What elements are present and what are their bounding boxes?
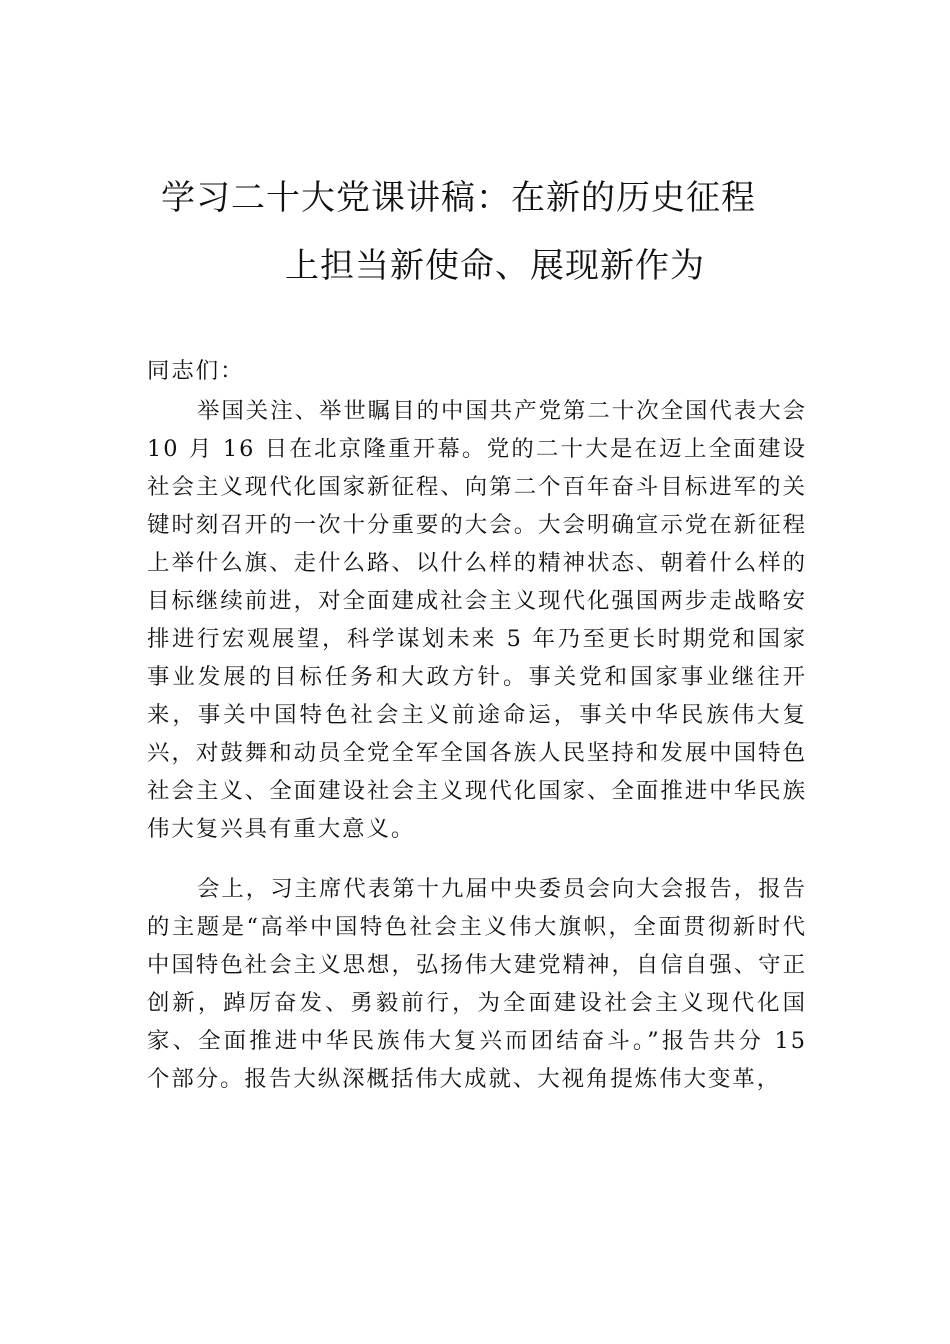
paragraph-1: 举国关注、举世瞩目的中国共产党第二十次全国代表大会 10 月 16 日在北京隆重开幕。党的二十大是在迈上全面建设社会主义现代化国家新征程、向第二个百年奋斗目标进军的关键时刻召开的一次十分重要的大会。大会明确宣示党在新征程上举什么旗、走什么路、以什么样的精神状态、朝着什么样的目标继续前进，对全面建成社会主义现代化强国两步走战略安排进行宏观展望，科学谋划未来 5 年乃至更长时期党和国家事业发展的目标任务和大政方针。事关党和国家事业继往开来，事关中国特色社会主义前途命运，事关中华民族伟大复兴，对鼓舞和动员全党全军全国各族人民坚持和发展中国特色社会主义、全面建设社会主义现代化国家、全面推进中华民族伟大复兴具有重大意义。 bbox=[147, 398, 807, 842]
document-title-line-2: 上担当新使命、展现新作为 bbox=[285, 246, 705, 286]
paragraph-2: 会上，习主席代表第十九届中央委员会向大会报告，报告的主题是“高举中国特色社会主义伟大旗帜，全面贯彻新时代中国特色社会主义思想，弘扬伟大建党精神，自信自强、守正创新，踔厉奋发、勇毅前行，为全面建设社会主义现代化国家、全面推进中华民族伟大复兴而团结奋斗。”报告共分 15 个部分。报告大纵深概括伟大成就、大视角提炼伟大变革， bbox=[147, 876, 807, 1092]
salutation: 同志们： bbox=[147, 358, 245, 384]
document-title-line-1: 学习二十大党课讲稿：在新的历史征程 bbox=[161, 178, 756, 218]
